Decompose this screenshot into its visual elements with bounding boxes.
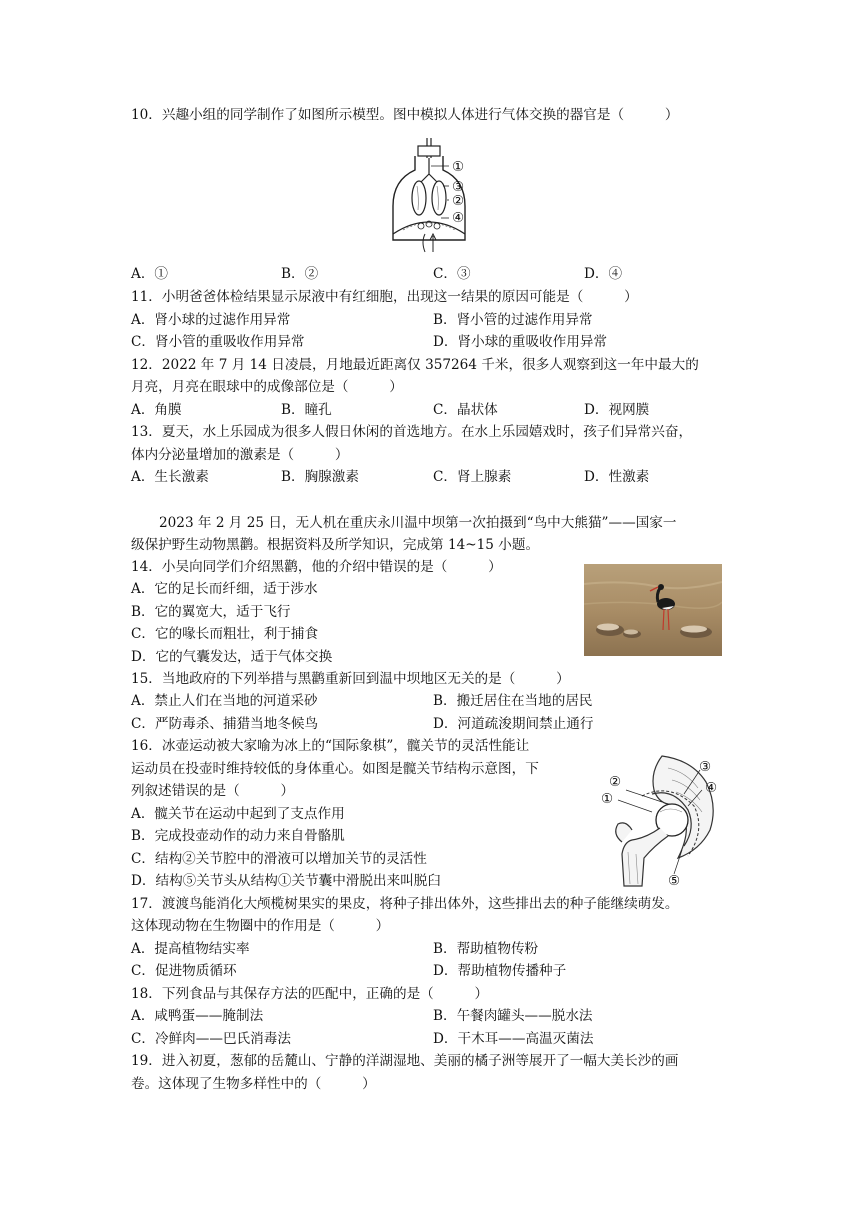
q14-option-c[interactable]: C．它的喙长而粗壮，利于捕食 xyxy=(131,626,319,642)
q18-option-c[interactable]: C．冷鲜肉——巴氏消毒法 xyxy=(131,1031,291,1047)
q16-option-c[interactable]: C．结构②关节腔中的滑液可以增加关节的灵活性 xyxy=(131,851,427,867)
q15-option-a[interactable]: A．禁止人们在当地的河道采砂 xyxy=(131,693,318,709)
q16-label-2: ② xyxy=(609,774,622,790)
q16-label-1: ① xyxy=(601,791,614,807)
q10-label-1: ① xyxy=(452,159,465,175)
q18-option-d[interactable]: D．干木耳——高温灭菌法 xyxy=(433,1031,594,1047)
q16-option-a[interactable]: A．髋关节在运动中起到了支点作用 xyxy=(131,806,345,822)
q13-stem-line2: 体内分泌量增加的激素是（ ） xyxy=(131,447,349,463)
q10-stem: 10．兴趣小组的同学制作了如图所示模型。图中模拟人体进行气体交换的器官是（ ） xyxy=(131,107,679,123)
q10-option-a[interactable]: A．① xyxy=(131,266,169,282)
q10-label-4: ④ xyxy=(452,210,465,226)
q12-stem-line2: 月亮，月亮在眼球中的成像部位是（ ） xyxy=(131,379,403,395)
q11-option-b[interactable]: B．肾小管的过滤作用异常 xyxy=(433,312,593,328)
q16-stem-line3: 列叙述错误的是（ ） xyxy=(131,783,295,799)
q14-option-d[interactable]: D．它的气囊发达，适于气体交换 xyxy=(131,649,333,665)
q17-option-b[interactable]: B．帮助植物传粉 xyxy=(433,941,539,957)
q15-option-c[interactable]: C．严防毒杀、捕猎当地冬候鸟 xyxy=(131,716,319,732)
material-line2: 级保护野生动物黑鹳。根据资料及所学知识，完成第 14~15 小题。 xyxy=(131,537,540,553)
q15-option-d[interactable]: D．河道疏浚期间禁止通行 xyxy=(433,716,594,732)
q16-stem-line1: 16．冰壶运动被大家喻为冰上的“国际象棋”，髋关节的灵活性能让 xyxy=(131,738,530,754)
black-stork-photo xyxy=(584,564,722,656)
q14-option-b[interactable]: B．它的翼宽大，适于飞行 xyxy=(131,604,291,620)
q12-option-c[interactable]: C．晶状体 xyxy=(433,402,498,418)
q10-option-b[interactable]: B．② xyxy=(281,266,319,282)
q19-stem-line1: 19．进入初夏，葱郁的岳麓山、宁静的洋湖湿地、美丽的橘子洲等展开了一幅大美长沙的画 xyxy=(131,1053,679,1069)
material-line1: 2023 年 2 月 25 日，无人机在重庆永川温中坝第一次拍摄到“鸟中大熊猫”——国家一 xyxy=(159,515,677,531)
q16-stem-line2: 运动员在投壶时维持较低的身体重心。如图是髋关节结构示意图，下 xyxy=(131,761,539,777)
q13-option-b[interactable]: B．胸腺激素 xyxy=(281,469,359,485)
q17-stem-line2: 这体现动物在生物圈中的作用是（ ） xyxy=(131,918,390,934)
q18-stem: 18．下列食品与其保存方法的匹配中，正确的是（ ） xyxy=(131,986,489,1002)
q12-option-d[interactable]: D．视网膜 xyxy=(584,402,650,418)
q10-label-3: ③ xyxy=(452,179,465,195)
q10-option-c[interactable]: C．③ xyxy=(433,266,471,282)
q12-option-a[interactable]: A．角膜 xyxy=(131,402,182,418)
q10-option-d[interactable]: D．④ xyxy=(584,266,623,282)
q16-label-4: ④ xyxy=(705,780,718,796)
q18-option-b[interactable]: B．午餐肉罐头——脱水法 xyxy=(433,1008,593,1024)
q11-stem: 11．小明爸爸体检结果显示尿液中有红细胞，出现这一结果的原因可能是（ ） xyxy=(131,289,638,305)
q10-label-2: ② xyxy=(452,193,465,209)
q14-stem: 14．小吴向同学们介绍黑鹳，他的介绍中错误的是（ ） xyxy=(131,559,502,575)
q16-option-d[interactable]: D．结构⑤关节头从结构①关节囊中滑脱出来叫脱臼 xyxy=(131,873,441,889)
q13-option-c[interactable]: C．肾上腺素 xyxy=(433,469,512,485)
q18-option-a[interactable]: A．咸鸭蛋——腌制法 xyxy=(131,1008,264,1024)
q17-stem-line1: 17．渡渡鸟能消化大颅榄树果实的果皮，将种子排出体外，这些排出去的种子能继续萌发。 xyxy=(131,896,679,912)
q11-option-d[interactable]: D．肾小球的重吸收作用异常 xyxy=(433,334,608,350)
q15-stem: 15．当地政府的下列举措与黑鹳重新回到温中坝地区无关的是（ ） xyxy=(131,671,570,687)
q19-stem-line2: 卷。这体现了生物多样性中的（ ） xyxy=(131,1076,376,1092)
q11-option-a[interactable]: A．肾小球的过滤作用异常 xyxy=(131,312,291,328)
q14-option-a[interactable]: A．它的足长而纤细，适于涉水 xyxy=(131,581,318,597)
q11-option-c[interactable]: C．肾小管的重吸收作用异常 xyxy=(131,334,305,350)
q17-option-d[interactable]: D．帮助植物传播种子 xyxy=(433,963,567,979)
q15-option-b[interactable]: B．搬迁居住在当地的居民 xyxy=(433,693,593,709)
q12-stem-line1: 12．2022 年 7 月 14 日凌晨，月地最近距离仅 357264 千米，很多人观察到这一年中最大的 xyxy=(131,357,699,373)
q13-option-a[interactable]: A．生长激素 xyxy=(131,469,209,485)
q16-label-5: ⑤ xyxy=(668,873,681,889)
q16-label-3: ③ xyxy=(699,759,712,775)
q13-option-d[interactable]: D．性激素 xyxy=(584,469,650,485)
q13-stem-line1: 13．夏天，水上乐园成为很多人假日休闲的首选地方。在水上乐园嬉戏时，孩子们异常兴奋， xyxy=(131,424,693,440)
q17-option-c[interactable]: C．促进物质循环 xyxy=(131,963,237,979)
q12-option-b[interactable]: B．瞳孔 xyxy=(281,402,332,418)
q16-option-b[interactable]: B．完成投壶动作的动力来自骨骼肌 xyxy=(131,828,345,844)
q17-option-a[interactable]: A．提高植物结实率 xyxy=(131,941,250,957)
